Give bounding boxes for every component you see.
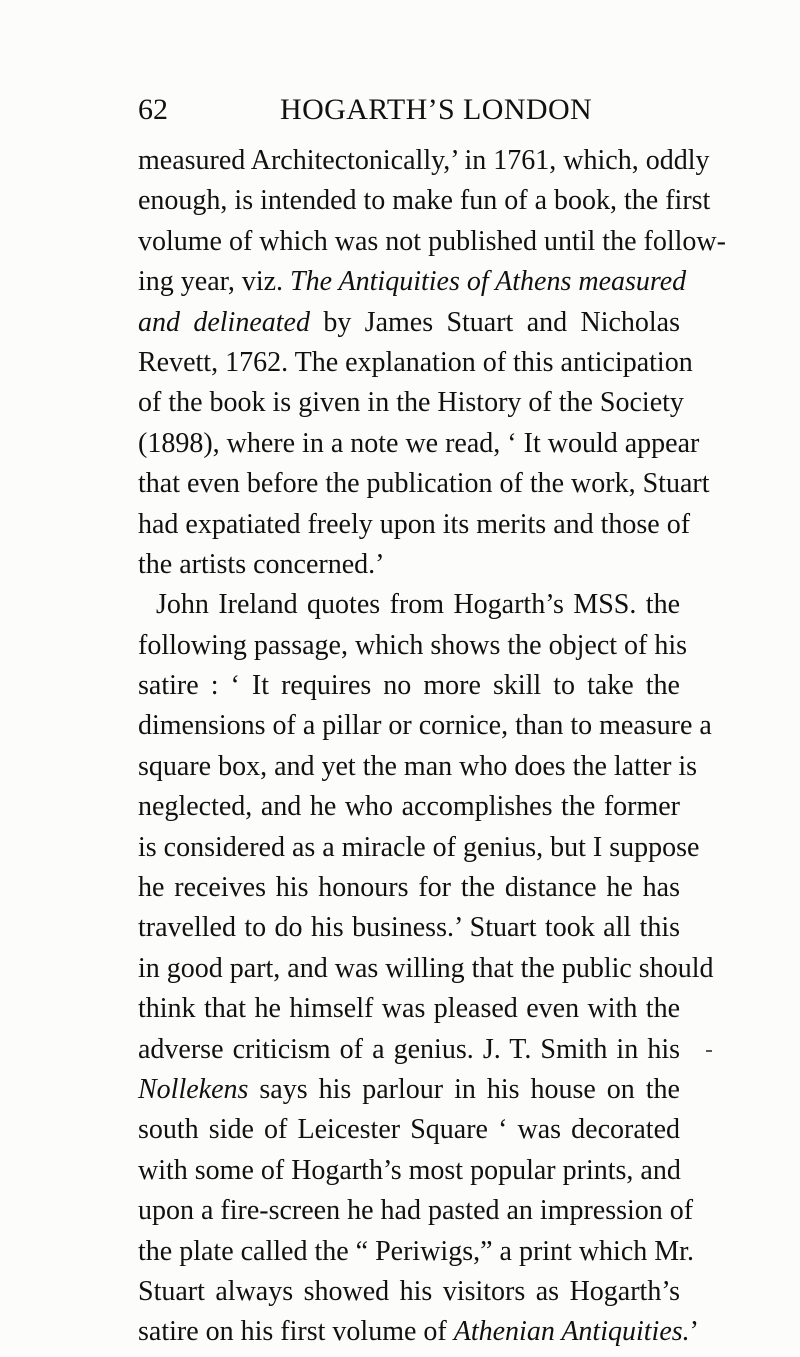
text-line [138, 706, 712, 746]
text-segment: upon a fire-screen he had pasted an impression of [138, 1195, 694, 1227]
text-segment: he receives his honours for the distance he has [138, 872, 680, 904]
text-line [138, 626, 688, 666]
text-segment: satire : ‘ It requires no more skill to take the [138, 670, 680, 702]
text-line [138, 1232, 694, 1272]
text-line [138, 1151, 680, 1191]
text-line [138, 262, 687, 302]
text-segment: of the book is given in the History of the Society [138, 387, 684, 419]
italic-text-segment: Athenian Antiquities. [453, 1316, 690, 1348]
text-line [138, 383, 684, 423]
text-line [138, 343, 693, 383]
text-segment: had expatiated freely upon its merits and those of [138, 508, 691, 540]
margin-mark [706, 1050, 712, 1052]
text-line [138, 1110, 680, 1150]
text-segment: dimensions of a pillar or cornice, than to measure a [138, 710, 712, 742]
page-header [138, 90, 680, 130]
text-segment: with some of Hogarth’s most popular prints, and [138, 1154, 681, 1186]
text-line [138, 949, 714, 989]
text-segment: travelled to do his business.’ Stuart took all this [138, 912, 680, 944]
text-segment: is considered as a miracle of genius, but I suppose [138, 831, 700, 863]
text-segment: the artists concerned.’ [138, 548, 385, 580]
text-segment: ing year, viz. [138, 266, 291, 298]
text-line [138, 908, 680, 948]
text-line [138, 1272, 680, 1312]
text-line [138, 989, 680, 1029]
text-segment: ’ [689, 1316, 699, 1348]
text-line [138, 545, 680, 585]
running-head: HOGARTH’S LONDON [280, 93, 593, 126]
text-line [138, 222, 726, 262]
text-line [138, 787, 680, 827]
text-segment: (1898), where in a note we read, ‘ It would appear [138, 427, 700, 459]
text-line [138, 1030, 680, 1070]
text-segment: by James Stuart and Nicholas [309, 306, 680, 338]
text-line [138, 505, 691, 545]
text-line [138, 424, 700, 464]
text-line [138, 1191, 694, 1231]
text-segment: south side of Leicester Square ‘ was decorated [138, 1114, 680, 1146]
italic-text-segment: The Antiquities of Athens measured [290, 266, 687, 298]
page-number: 62 [138, 93, 168, 126]
text-segment: Stuart always showed his visitors as Hogarth’s [138, 1275, 680, 1307]
text-segment: says his parlour in his house on the [248, 1073, 680, 1105]
text-line [138, 868, 680, 908]
text-segment: in good part, and was willing that the public should [138, 952, 714, 984]
body-text [138, 141, 726, 1353]
text-segment: think that he himself was pleased even with the [138, 993, 680, 1025]
text-segment: satire on his first volume of [138, 1316, 454, 1348]
text-line [138, 1070, 680, 1110]
text-segment: measured Architectonically,’ in 1761, which, oddly [138, 145, 710, 176]
text-line [138, 828, 700, 868]
text-line [138, 666, 680, 706]
text-segment: square box, and yet the man who does the latter is [138, 750, 698, 782]
text-segment: enough, is intended to make fun of a book, the first [138, 185, 711, 217]
text-segment: John Ireland quotes from Hogarth’s MSS. the [156, 589, 680, 621]
text-line [138, 1312, 699, 1352]
text-line [138, 747, 698, 787]
text-segment: that even before the publication of the work, Stuart [138, 468, 710, 500]
italic-text-segment: and delineated [138, 306, 310, 338]
text-line [138, 181, 711, 221]
text-line [138, 303, 680, 343]
italic-text-segment: Nollekens [138, 1073, 249, 1105]
text-segment: following passage, which shows the object of his [138, 629, 688, 661]
text-line [138, 141, 710, 181]
text-segment: neglected, and he who accomplishes the former [138, 791, 680, 823]
text-segment: Revett, 1762. The explanation of this anticipation [138, 346, 693, 378]
text-segment: adverse criticism of a genius. J. T. Smith in his [138, 1033, 680, 1065]
text-line [138, 464, 710, 504]
text-line [138, 585, 680, 625]
text-segment: volume of which was not published until the follow- [138, 225, 726, 257]
text-segment: the plate called the “ Periwigs,” a print which Mr. [138, 1235, 694, 1267]
